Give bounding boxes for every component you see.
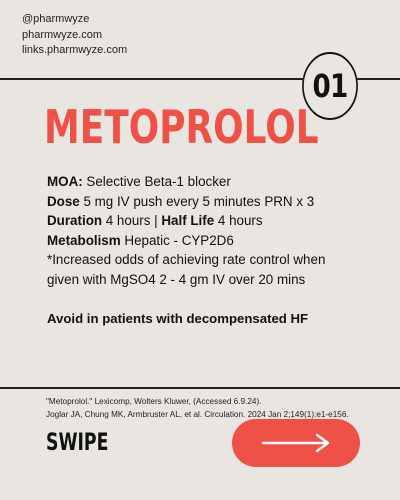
duration-value: 4 hours | — [102, 213, 162, 229]
warning-text: Avoid in patients with decompensated HF — [47, 311, 309, 326]
duration-line — [47, 211, 325, 231]
dose-label: Dose — [47, 193, 80, 209]
drug-title: METOPROLOL — [44, 100, 319, 154]
arrow-right-icon — [261, 433, 331, 453]
links-text: links.pharmwyze.com — [22, 44, 128, 56]
metabolism-value: Hepatic - CYP2D6 — [120, 232, 234, 248]
moa-line — [47, 172, 325, 192]
swipe-label: SWIPE — [46, 428, 109, 456]
dose-line — [47, 192, 325, 212]
note-line-2: given with MgSO4 2 - 4 gm IV over 20 mins — [47, 271, 306, 287]
slide-number: 01 — [312, 67, 348, 105]
drug-info — [47, 172, 325, 290]
references — [46, 396, 349, 421]
bottom-divider — [0, 387, 400, 389]
handle-text: @pharmwyze — [22, 13, 90, 25]
moa-value: Selective Beta-1 blocker — [82, 174, 231, 189]
website-text: pharmwyze.com — [22, 28, 103, 41]
reference-1: "Metoprolol." Lexicomp, Wolters Kluwer, (Accessed 6.9.24). — [46, 397, 262, 406]
reference-2: Joglar JA, Chung MK, Armbruster AL, et al. Circulation. 2024 Jan 2;149(1):e1-e156. — [46, 409, 349, 419]
dose-value: 5 mg IV push every 5 minutes PRN x 3 — [79, 193, 315, 209]
swipe-next-button[interactable] — [232, 419, 360, 467]
halflife-label: Half Life — [161, 213, 215, 229]
halflife-value: 4 hours — [214, 213, 263, 229]
metabolism-label: Metabolism — [47, 232, 121, 248]
note-line-1: *Increased odds of achieving rate control when — [47, 252, 326, 268]
moa-label: MOA: — [47, 174, 83, 189]
duration-label: Duration — [47, 213, 103, 229]
social-handles — [22, 12, 127, 59]
metabolism-line — [47, 231, 325, 251]
